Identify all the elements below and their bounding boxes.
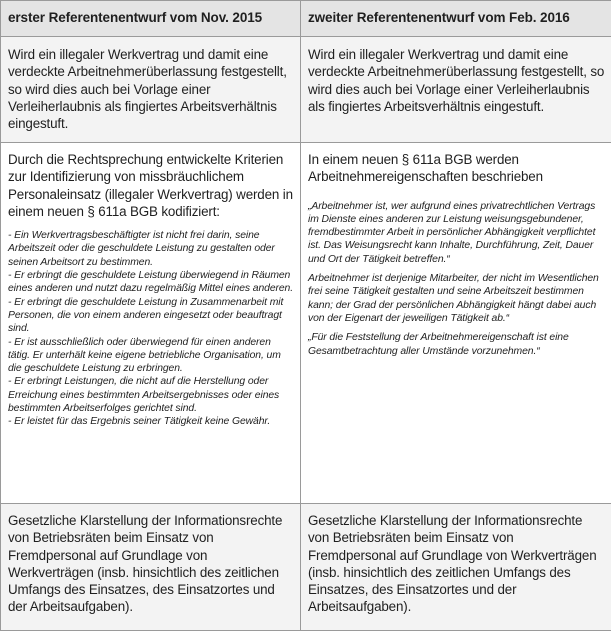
definition-quote: „Für die Feststellung der Arbeitnehmereigenschaft ist eine Gesamtbetrachtung aller Umstände vorzunehmen.“ <box>308 332 569 357</box>
criteria-item: - Ein Werkvertragsbeschäftigter ist nicht frei darin, seine Arbeitszeit oder die geschuldete Leistung zu gestalten oder seinen Arbeitsort zu bestimmen. <box>8 230 275 268</box>
criteria-item: - Er ist ausschließlich oder überwiegend für einen anderen tätig. Er unterhält keine eigene betriebliche Organisation, um die geschuldete Leistung zu erbringen. <box>8 336 281 375</box>
criteria-item: - Er erbringt Leistungen, die nicht auf die Herstellung oder Erreichung eines bestimmten Arbeitsergebnisses oder eines bestimmten Arbeitserfolges gerichtet sind. <box>8 376 280 415</box>
row3-left-text: Gesetzliche Klarstellung der Informationsrechte von Betriebsräten beim Einsatz von Fremdpersonal auf Grundlage von Werkverträgen (insb. hinsichtlich des zeitlichen Umfangs des Einsatzes, des Einsatzortes und der Arbeitsaufgaben). <box>8 513 283 615</box>
table-row <box>1 504 611 631</box>
cell-row3-right <box>301 504 611 631</box>
row1-right-text: Wird ein illegaler Werkvertrag und damit eine verdeckte Arbeitnehmerüberlassung festgestellt, so wird dies auch bei Vorlage einer Verleiherlaubnis als fingiertes Arbeitsverhältnis eingestuft. <box>308 47 605 114</box>
row3-right-text: Gesetzliche Klarstellung der Informationsrechte von Betriebsräten beim Einsatz von Fremdpersonal auf Grundlage von Werkverträgen (insb. hinsichtlich des zeitlichen Umfangs des Einsatzes, des Einsatzortes und der Arbeitsaufgaben). <box>308 513 597 615</box>
definition-quote: „Arbeitnehmer ist, wer aufgrund eines privatrechtlichen Vertrags im Dienste eines anderen zur Leistung weisungsgebundener, fremdbestimmter Arbeit in persönlicher Abhängigkeit verpflichtet ist. Das Weisungsrecht kann Inhalte, Durchführung, Zeit, Dauer und Ort der Tätigkeit betreffen.“ <box>308 200 596 265</box>
criteria-item: - Er erbringt die geschuldete Leistung überwiegend in Räumen eines anderen und nutzt dazu regelmäßig Mittel eines anderen. <box>8 270 294 295</box>
header-left: erster Referentenentwurf vom Nov. 2015 <box>1 1 301 37</box>
table-row <box>1 143 611 504</box>
criteria-list <box>8 229 294 428</box>
cell-row2-left <box>1 143 301 504</box>
header-right: zweiter Referentenentwurf vom Feb. 2016 <box>301 1 611 37</box>
cell-row1-left <box>1 37 301 143</box>
table-row <box>1 37 611 143</box>
definition-quote: Arbeitnehmer ist derjenige Mitarbeiter, der nicht im Wesentlichen frei seine Tätigkeit gestalten und seine Arbeitszeit bestimmen kann; der Grad der persönlichen Abhängigkeit hängt dabei auch von der Eigenart der jeweiligen Tätigkeit ab.“ <box>308 273 599 324</box>
criteria-item: - Er erbringt die geschuldete Leistung in Zusammenarbeit mit Personen, die von einem anderen eingesetzt oder beauftragt sind. <box>8 296 284 335</box>
header-row <box>1 1 611 37</box>
cell-row3-left <box>1 504 301 631</box>
cell-row2-right <box>301 143 611 504</box>
row1-left-text: Wird ein illegaler Werkvertrag und damit eine verdeckte Arbeitnehmerüberlassung festgestellt, so wird dies auch bei Vorlage einer Verleiherlaubnis als fingiertes Arbeitsverhältnis eingestuft. <box>8 47 287 132</box>
row2-right-intro: In einem neuen § 611a BGB werden Arbeitnehmereigenschaften beschrieben <box>308 152 543 185</box>
criteria-item: - Er leistet für das Ergebnis seiner Tätigkeit keine Gewähr. <box>8 416 271 428</box>
cell-row1-right <box>301 37 611 143</box>
row2-left-intro: Durch die Rechtsprechung entwickelte Kriterien zur Identifizierung von missbräuchlichem Personaleinsatz (illegaler Werkvertrag) werden in einem neuen § 611a BGB kodifiziert: <box>8 152 293 219</box>
